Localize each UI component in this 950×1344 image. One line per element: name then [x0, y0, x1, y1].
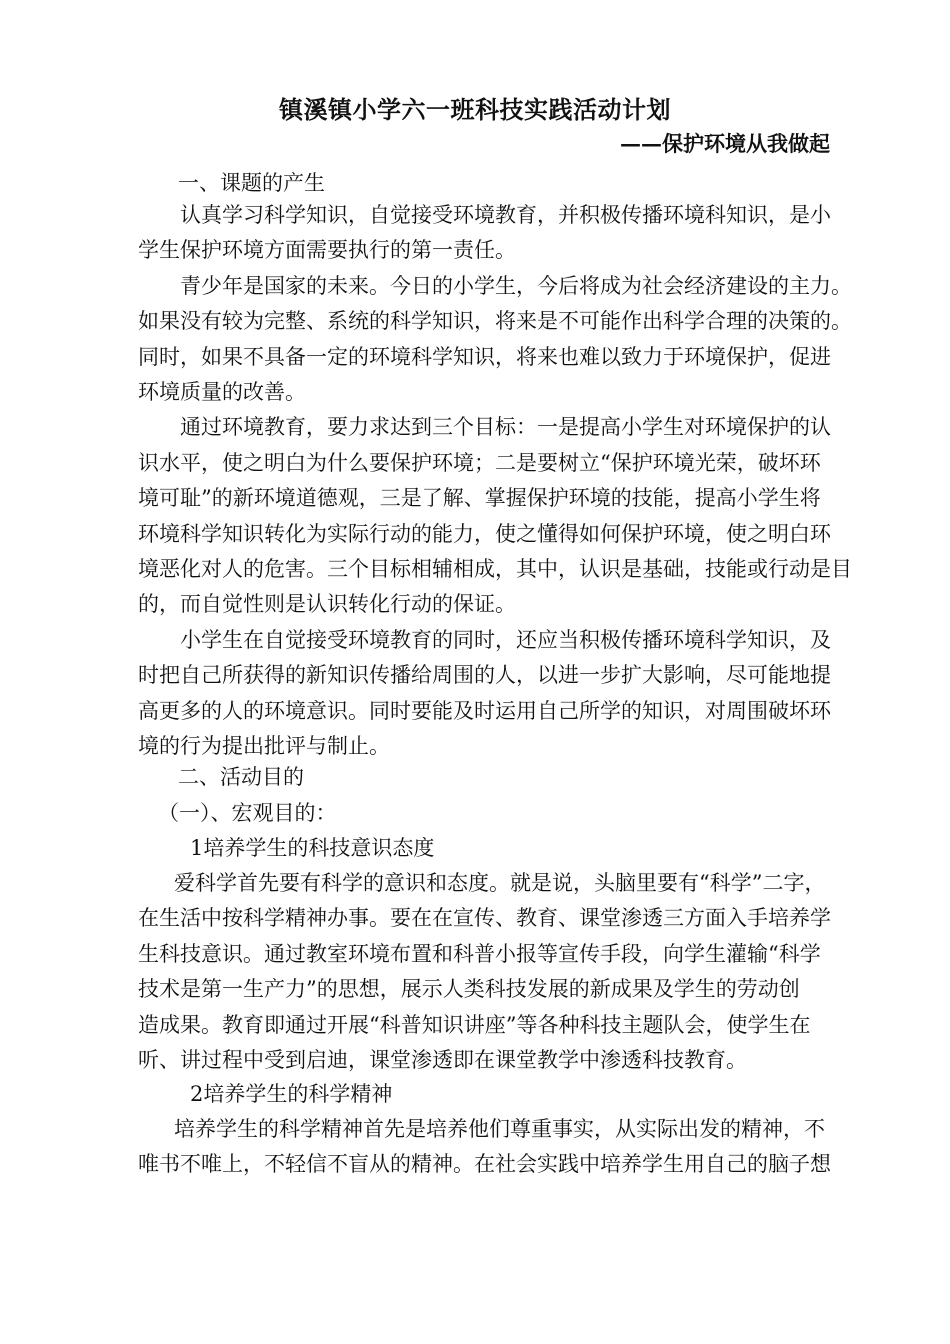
text-line: 爱科学首先要有科学的意识和态度。就是说，头脑里要有“科学”二字，: [174, 871, 826, 895]
text-line: 小学生在自觉接受环境教育的同时，还应当积极传播环境科学知识，及: [180, 627, 831, 652]
text-line: 境恶化对人的危害。三个目标相辅相成，其中，认识是基础，技能或行动是目: [138, 557, 852, 582]
text-line: 在生活中按科学精神办事。要在在宣传、教育、课堂渗透三方面入手培养学: [138, 906, 831, 931]
text-line: 听、讲过程中受到启迪，课堂渗透即在课堂教学中渗透科技教育。: [138, 1048, 747, 1073]
section-heading-2: 二、活动目的: [178, 765, 304, 789]
item-2-body: [138, 1112, 868, 1183]
subsection-heading: （一）、宏观目的：: [158, 801, 337, 825]
text-line: 的，而自觉性则是认识转化行动的保证。: [138, 592, 516, 617]
text-line: 培养学生的科学精神首先是培养他们尊重事实，从实际出发的精神，不: [174, 1117, 825, 1141]
text-line: 同时，如果不具备一定的环境科学知识，将来也难以致力于环境保护，促进: [138, 344, 831, 369]
text-line: 生科技意识。通过教室环境布置和科普小报等宣传手段，向学生灌输“科学: [138, 941, 821, 966]
text-line: 技术是第一生产力”的思想，展示人类科技发展的新成果及学生的劳动创: [138, 977, 800, 1002]
text-line: 环境质量的改善。: [138, 380, 306, 405]
text-line: 境可耻”的新环境道德观，三是了解、掌握保护环境的技能，提高小学生将: [138, 486, 821, 511]
text-line: 学生保护环境方面需要执行的第一责任。: [138, 238, 516, 263]
document-title: 镇溪镇小学六一班科技实践活动计划: [279, 95, 671, 124]
paragraph-4: [138, 623, 868, 765]
text-line: 认真学习科学知识，自觉接受环境教育，并积极传播环境科知识，是小: [180, 203, 831, 227]
text-line: 通过环境教育，要力求达到三个目标：一是提高小学生对环境保护的认: [180, 415, 831, 440]
text-line: 识水平，使之明白为什么要保护环境；二是要树立“保护环境光荣，破坏环: [138, 450, 821, 475]
paragraph-2: [138, 269, 868, 411]
paragraph-1: [138, 198, 868, 269]
section-1-body: [138, 198, 868, 765]
document-subtitle: ——保护环境从我做起: [620, 131, 830, 156]
text-line: 环境科学知识转化为实际行动的能力，使之懂得如何保护环境，使之明白环: [138, 521, 831, 546]
text-line: 唯书不唯上，不轻信不盲从的精神。在社会实践中培养学生用自己的脑子想: [138, 1152, 831, 1177]
text-line: 青少年是国家的未来。今日的小学生，今后将成为社会经济建设的主力。: [180, 273, 852, 298]
text-line: 时把自己所获得的新知识传播给周围的人，以进一步扩大影响，尽可能地提: [138, 663, 831, 688]
item-heading-1: 1培养学生的科技意识态度: [190, 836, 435, 860]
text-line: 造成果。教育即通过开展“科普知识讲座”等各种科技主题队会，使学生在: [138, 1012, 811, 1037]
text-line: 高更多的人的环境意识。同时要能及时运用自己所学的知识，对周围破坏环: [138, 698, 831, 723]
text-line: 境的行为提出批评与制止。: [138, 734, 390, 759]
section-heading-1: 一、课题的产生: [178, 171, 325, 195]
item-heading-2: 2培养学生的科学精神: [190, 1082, 393, 1106]
item-1-body: [138, 866, 868, 1078]
paragraph-3: [138, 410, 868, 622]
text-line: 如果没有较为完整、系统的科学知识，将来是不可能作出科学合理的决策的。: [138, 309, 852, 334]
